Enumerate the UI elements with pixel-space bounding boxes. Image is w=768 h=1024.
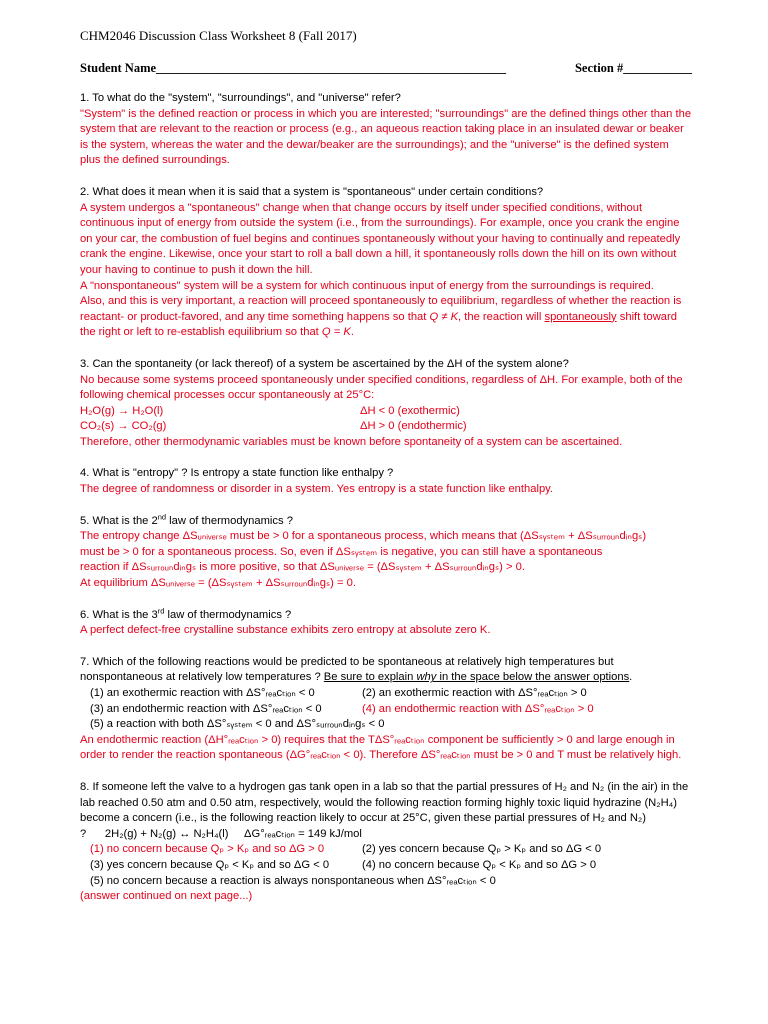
question-3 <box>80 357 692 451</box>
worksheet-title: CHM2046 Discussion Class Worksheet 8 (Fall 2017) <box>80 28 357 43</box>
reaction-water: H₂O(g) → H₂O(l) ΔH < 0 (exothermic) <box>80 404 460 417</box>
q8-option-1-correct: (1) no concern because Qₚ > Kₚ and so ΔG > 0 <box>90 843 325 856</box>
answer-5-line-1: The entropy change ΔSᵤₙᵢᵥₑᵣₛₑ must be > 0 for a spontaneous process, which means that (ΔSₛᵧₛₜₑₘ + ΔSₛᵤᵣᵣₒᵤₙdᵢₙgₛ) <box>80 530 647 543</box>
question-2-text: 2. What does it mean when it is said that a system is "spontaneous" under certain conditions? <box>80 185 544 198</box>
question-1-text: 1. To what do the "system", "surroundings", and "universe" refer? <box>80 92 401 104</box>
question-1 <box>80 91 692 169</box>
question-4 <box>80 466 692 497</box>
q8-option-5: (5) no concern because a reaction is always nonspontaneous when ΔS°ᵣₑₐcₜᵢₒₙ < 0 <box>90 874 496 887</box>
question-6 <box>80 605 692 639</box>
question-7-text: 7. Which of the following reactions would be predicted to be spontaneous at relatively high temperatures but nonspontaneous at relatively low temperatures ? Be sure to explain why in the space below the answer options. <box>80 655 633 684</box>
worksheet-page <box>80 28 692 921</box>
answer-5-line-4: At equilibrium ΔSᵤₙᵢᵥₑᵣₛₑ = (ΔSₛᵧₛₜₑₘ + ΔSₛᵤᵣᵣₒᵤₙdᵢₙgₛ) = 0. <box>80 577 356 590</box>
answer-4-text: The degree of randomness or disorder in a system. Yes entropy is a state function like enthalpy. <box>80 483 554 496</box>
answer-3-part-1: No because some systems proceed spontaneously under specified conditions, regardless of ΔH. For example, both of the following chemical processes occur spontaneously at 25°C: <box>80 373 683 402</box>
q8-options-row-2 <box>80 858 692 874</box>
q7-option-3: (3) an endothermic reaction with ΔS°ᵣₑₐcₜᵢₒₙ < 0 <box>90 702 322 715</box>
question-4-text: 4. What is "entropy" ? Is entropy a state function like enthalpy ? <box>80 467 394 480</box>
q8-option-2: (2) yes concern because Qₚ > Kₚ and so ΔG < 0 <box>362 843 602 856</box>
delta-g-value: ΔG°ᵣₑₐcₜᵢₒₙ = 149 kJ/mol <box>244 827 362 840</box>
q7-options-row-2 <box>80 702 692 718</box>
student-info-line <box>80 60 692 76</box>
question-2 <box>80 185 692 341</box>
answer-7-text: An endothermic reaction (ΔH°ᵣₑₐcₜᵢₒₙ > 0) requires that the TΔS°ᵣₑₐcₜᵢₒₙ component be sufficiently > 0 and large enough in order to render the reaction spontaneous (ΔG°ᵣₑₐcₜᵢₒₙ < 0). Therefore ΔS°ᵣₑₐcₜᵢₒₙ must be > 0 and T must be relatively high. <box>80 733 682 762</box>
q8-option-3: (3) yes concern because Qₚ < Kₚ and so ΔG < 0 <box>90 858 330 871</box>
continued-note: (answer continued on next page...) <box>80 890 253 903</box>
reaction-co2: CO₂(s) → CO₂(g) ΔH > 0 (endothermic) <box>80 420 467 433</box>
answer-2-part-3: Also, and this is very important, a reaction will proceed spontaneously to equilibrium, regardless of whether the reaction is reactant- or product-favored, and any time something happens so that Q ≠ K, the reaction will spontaneously shift toward the right or left to re-establish equilibrium so that Q = K. <box>80 295 682 339</box>
question-7 <box>80 655 692 764</box>
answer-2-part-2: A "nonspontaneous" system will be a system for which continuous input of energy from the surroundings is required. <box>80 279 654 292</box>
hydrazine-reaction: 2H₂(g) + N₂(g) ↔ N₂H₄(l) <box>104 827 229 840</box>
question-6-text: 6. What is the 3rd law of thermodynamics ? <box>80 605 292 621</box>
answer-5-line-2: must be > 0 for a spontaneous process. So, even if ΔSₛᵧₛₜₑₘ is negative, you can still have a spontaneous <box>80 545 603 558</box>
q7-option-4-correct: (4) an endothermic reaction with ΔS°ᵣₑₐcₜᵢₒₙ > 0 <box>362 702 594 715</box>
question-5-text: 5. What is the 2nd law of thermodynamics ? <box>80 511 293 527</box>
question-8-text: 8. If someone left the valve to a hydrogen gas tank open in a lab so that the partial pressures of H₂ and N₂ (in the air) in the lab reached 0.50 atm and 0.50 atm, respectively, would the following reaction forming highly toxic liquid hydrazine (N₂H₄) become a concern (i.e., is the following reaction likely to occur at 25°C, given these partial pressures of H₂ and N₂) ? 2H₂(g) + N₂(g) ↔ N₂H₄(l) ΔG°ᵣₑₐcₜᵢₒₙ = 149 kJ/mol <box>80 780 689 840</box>
question-3-text: 3. Can the spontaneity (or lack thereof) of a system be ascertained by the ΔH of the system alone? <box>80 357 569 370</box>
answer-3-part-2: Therefore, other thermodynamic variables must be known before spontaneity of a system can be ascertained. <box>80 435 623 448</box>
q7-options-row-1 <box>80 686 692 702</box>
question-5 <box>80 511 692 592</box>
answer-6-text: A perfect defect-free crystalline substance exhibits zero entropy at absolute zero K. <box>80 624 491 637</box>
answer-1-text: "System" is the defined reaction or process in which you are interested; "surroundings" are the defined things other than the system that are relevant to the reaction or process (e.g., an aqueous reaction taking place in an insulated dewar or beaker is the system, whereas the water and the dewar/beaker are the surroundings); and the "universe" is the defined system plus the defined surroundings. <box>80 107 692 167</box>
question-8 <box>80 780 692 905</box>
answer-5-line-3: reaction if ΔSₛᵤᵣᵣₒᵤₙdᵢₙgₛ is more positive, so that ΔSᵤₙᵢᵥₑᵣₛₑ = (ΔSₛᵧₛₜₑₘ + ΔSₛᵤᵣᵣₒᵤₙdᵢₙgₛ) > 0. <box>80 561 525 574</box>
answer-2-part-1: A system undergos a "spontaneous" change when that change occurs by itself under specified conditions, without continuous input of energy from outside the system (i.e., from the surroundings). For example, once you crank the engine on your car, the combustion of fuel begins and continues spontaneously without your having to continually and repeatedly crank the engine. Likewise, once your start to roll a ball down a hill, it spontaneously rolls down the hill on its own without your having to continue to push it down the hill. <box>80 201 681 276</box>
spontaneously-underlined: spontaneously <box>544 310 617 323</box>
q8-options-row-3 <box>80 874 692 890</box>
student-name-field: Student Name________________________________________________________ <box>80 61 507 75</box>
q8-options-row-1 <box>80 842 692 858</box>
q7-option-5: (5) a reaction with both ΔS°ₛᵧₛₜₑₘ < 0 and ΔS°ₛᵤᵣᵣₒᵤₙdᵢₙgₛ < 0 <box>90 718 385 731</box>
q7-options-row-3 <box>80 717 692 733</box>
q8-option-4: (4) no concern because Qₚ < Kₚ and so ΔG > 0 <box>362 858 597 871</box>
section-field: Section #___________ <box>574 61 692 75</box>
q7-option-2: (2) an exothermic reaction with ΔS°ᵣₑₐcₜᵢₒₙ > 0 <box>362 687 587 699</box>
q7-option-1: (1) an exothermic reaction with ΔS°ᵣₑₐcₜᵢₒₙ < 0 <box>90 687 315 699</box>
